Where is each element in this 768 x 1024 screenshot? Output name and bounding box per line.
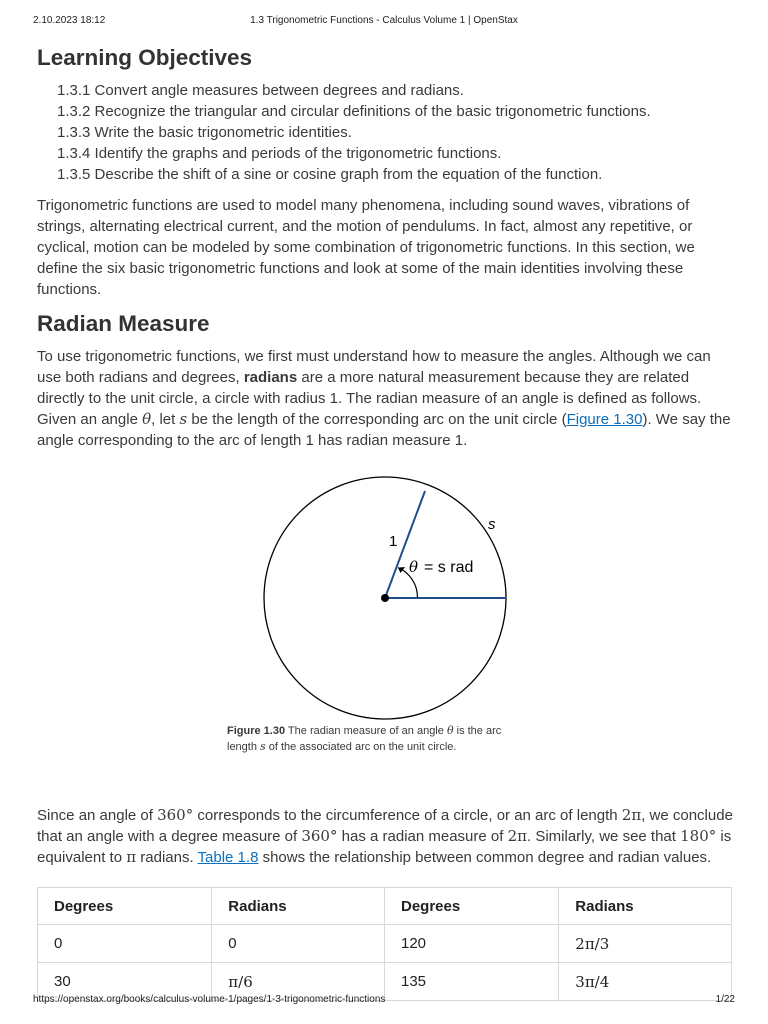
s-symbol: s xyxy=(179,410,188,428)
table-row xyxy=(38,925,732,963)
table-cell: 135 xyxy=(384,963,558,1001)
theta-symbol: θ xyxy=(142,410,152,428)
print-timestamp: 2.10.2023 18:12 xyxy=(33,15,106,26)
table-cell: 30 xyxy=(38,963,212,1001)
objective-item: 1.3.1 Convert angle measures between degrees and radians. xyxy=(57,82,464,99)
unit-circle-diagram xyxy=(37,475,735,725)
radian-measure-heading: Radian Measure xyxy=(37,311,210,336)
column-header: Radians xyxy=(212,888,385,925)
column-header: Degrees xyxy=(384,888,558,925)
table-cell: 3π/4 xyxy=(559,963,732,1001)
table-cell: 0 xyxy=(38,925,212,963)
objective-item: 1.3.3 Write the basic trigonometric identities. xyxy=(57,124,352,141)
theta-equation-label: = s rad xyxy=(424,559,474,576)
radian-definition-paragraph: To use trigonometric functions, we first must understand how to measure the angles. Although we can use both radians and degrees, radians are a more natural measurement because they are related directly to the unit circle, a circle with radius 1. The radian measure of an angle is defined as follows. Given an angle θ, let s be the length of the corresponding arc on the unit circle (Figure 1.30). We say the angle corresponding to the arc of length 1 has radian measure 1. xyxy=(37,348,731,449)
figure-1-30-link[interactable]: Figure 1.30 xyxy=(566,411,643,428)
table-cell: π/6 xyxy=(212,963,385,1001)
column-header: Radians xyxy=(559,888,732,925)
center-point xyxy=(381,594,389,602)
learning-objectives-heading: Learning Objectives xyxy=(37,45,253,70)
table-cell: 2π/3 xyxy=(559,925,732,963)
objectives-list xyxy=(57,80,735,185)
table-cell: 120 xyxy=(384,925,558,963)
theta-label: θ xyxy=(409,558,419,576)
figure-caption: Figure 1.30 The radian measure of an angle θ is the arc length s of the associated arc on the unit circle. xyxy=(227,724,502,753)
objective-item: 1.3.5 Describe the shift of a sine or cosine graph from the equation of the function. xyxy=(57,166,603,183)
table-header-row xyxy=(38,888,732,925)
print-header xyxy=(33,15,735,29)
radius-label: 1 xyxy=(389,533,398,550)
radians-term: radians xyxy=(243,369,298,386)
objective-item: 1.3.4 Identify the graphs and periods of the trigonometric functions. xyxy=(57,145,502,162)
table-1-8-link[interactable]: Table 1.8 xyxy=(197,849,259,866)
print-url: https://openstax.org/books/calculus-volume-1/pages/1-3-trigonometric-functions xyxy=(33,994,386,1005)
page-content xyxy=(37,44,735,1001)
print-footer xyxy=(33,994,735,1008)
print-title: 1.3 Trigonometric Functions - Calculus Volume 1 | OpenStax xyxy=(250,15,518,26)
degree-radian-table xyxy=(37,887,732,1001)
page-number: 1/22 xyxy=(715,994,735,1005)
objective-item: 1.3.2 Recognize the triangular and circular definitions of the basic trigonometric functions. xyxy=(57,103,651,120)
table-cell: 0 xyxy=(212,925,385,963)
arc-label: s xyxy=(488,516,496,533)
column-header: Degrees xyxy=(38,888,212,925)
intro-paragraph: Trigonometric functions are used to model many phenomena, including sound waves, vibrations of strings, alternating electrical current, and the motion of pendulums. In fact, almost any repetitive, or cyclical, motion can be modeled by some combination of trigonometric functions. In this section, we define the six basic trigonometric functions and look at some of the main identities involving these functions. xyxy=(37,197,695,298)
angle-arrowhead xyxy=(398,567,405,573)
unit-circle-figure xyxy=(37,475,735,781)
conversion-paragraph: Since an angle of 360° corresponds to the circumference of a circle, or an arc of length 2π, we conclude that an angle with a degree measure of 360° has a radian measure of 2π. Similarly, we see that 180° is equivalent to π radians. Table 1.8 shows the relationship between common degree and radian values. xyxy=(37,806,733,866)
